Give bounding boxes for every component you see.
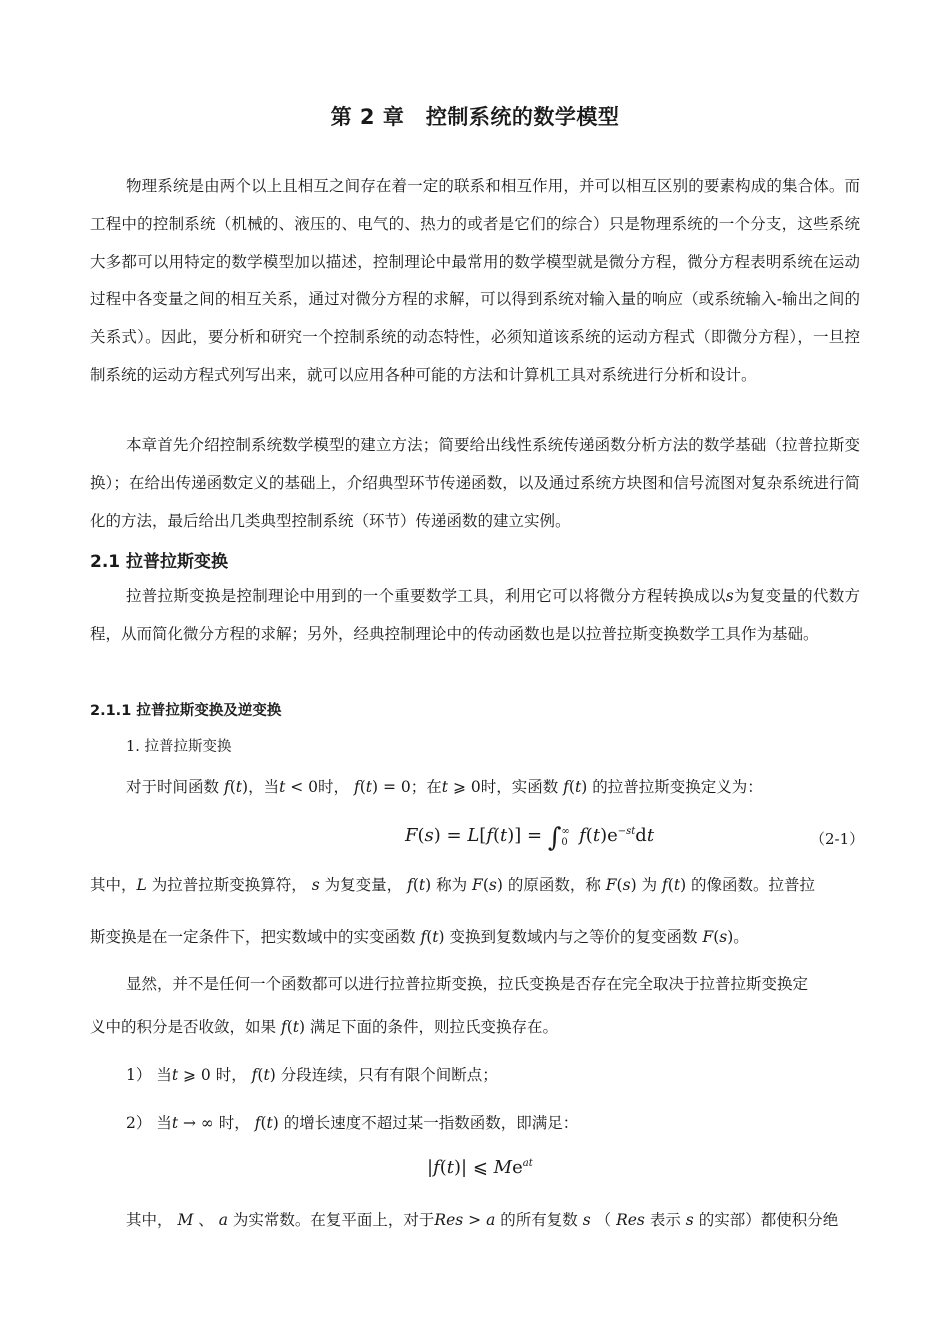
equation-growth-bound: |f(t)| ⩽ $Me^{at}$ xyxy=(427,1157,533,1178)
last-line: 其中， M 、 a 为实常数。在复平面上，对于Res > a 的所有复数 s （ Res 表示 s 的实部）都使积分绝 xyxy=(126,1211,839,1229)
explain-line-2: 斯变换是在一定条件下，把实数域中的实变函数 f(t) 变换到复数域内与之等价的复变函数 F(s)。 xyxy=(90,928,749,946)
definition-line: 对于时间函数 f(t)，当t < 0时， f(t) = 0；在t ⩾ 0时，实函数 f(t) 的拉普拉斯变换定义为： xyxy=(126,778,763,796)
chapter-title: 第 2 章 控制系统的数学模型 xyxy=(330,105,620,129)
condition-2: 2） 当t → ∞ 时， f(t) 的增长速度不超过某一指数函数，即满足： xyxy=(126,1114,579,1132)
equation-laplace-definition: F(s) = L[f(t)] = ∫ ∞ 0 $f(t)e^{-st}dt$ xyxy=(405,823,655,853)
section-heading: 2.1 拉普拉斯变换 xyxy=(90,552,229,572)
condition-1: 1） 当t ⩾ 0 时， f(t) 分段连续，只有有限个间断点； xyxy=(126,1066,498,1084)
intro-paragraph-2: 本章首先介绍控制系统数学模型的建立方法；简要给出线性系统传递函数分析方法的数学基础（拉普拉斯变换）；在给出传递函数定义的基础上，介绍典型环节传递函数，以及通过系统方块图和信号流图对复杂系统进行简化的方法，最后给出几类典型控制系统（环节）传递函数的建立实例。 xyxy=(90,436,860,530)
equation-number: （2-1） xyxy=(810,830,865,848)
existence-line-2: 义中的积分是否收敛，如果 f(t) 满足下面的条件，则拉氏变换存在。 xyxy=(90,1018,558,1036)
existence-line-1: 显然，并不是任何一个函数都可以进行拉普拉斯变换，拉氏变换是否存在完全取决于拉普拉斯变换定 xyxy=(126,975,809,993)
section-paragraph: 拉普拉斯变换是控制理论中用到的一个重要数学工具，利用它可以将微分方程转换成以s为复变量的代数方程，从而简化微分方程的求解；另外，经典控制理论中的传动函数也是以拉普拉斯变换数学工具作为基础。 xyxy=(90,587,860,643)
list-item-laplace: 1. 拉普拉斯变换 xyxy=(126,739,232,755)
intro-paragraph-1: 物理系统是由两个以上且相互之间存在着一定的联系和相互作用，并可以相互区别的要素构成的集合体。而工程中的控制系统（机械的、液压的、电气的、热力的或者是它们的综合）只是物理系统的一个分支，这些系统大多都可以用特定的数学模型加以描述，控制理论中最常用的数学模型就是微分方程，微分方程表明系统在运动过程中各变量之间的相互关系，通过对微分方程的求解，可以得到系统对输入量的响应（或系统输入-输出之间的关系式）。因此，要分析和研究一个控制系统的动态特性，必须知道该系统的运动方程式（即微分方程），一旦控制系统的运动方程式列写出来，就可以应用各种可能的方法和计算机工具对系统进行分析和设计。 xyxy=(90,177,860,384)
subsection-heading: 2.1.1 拉普拉斯变换及逆变换 xyxy=(90,703,282,719)
explain-line-1: 其中，L 为拉普拉斯变换算符， s 为复变量， f(t) 称为 F(s) 的原函数，称 F(s) 为 f(t) 的像函数。拉普拉 xyxy=(90,876,816,894)
